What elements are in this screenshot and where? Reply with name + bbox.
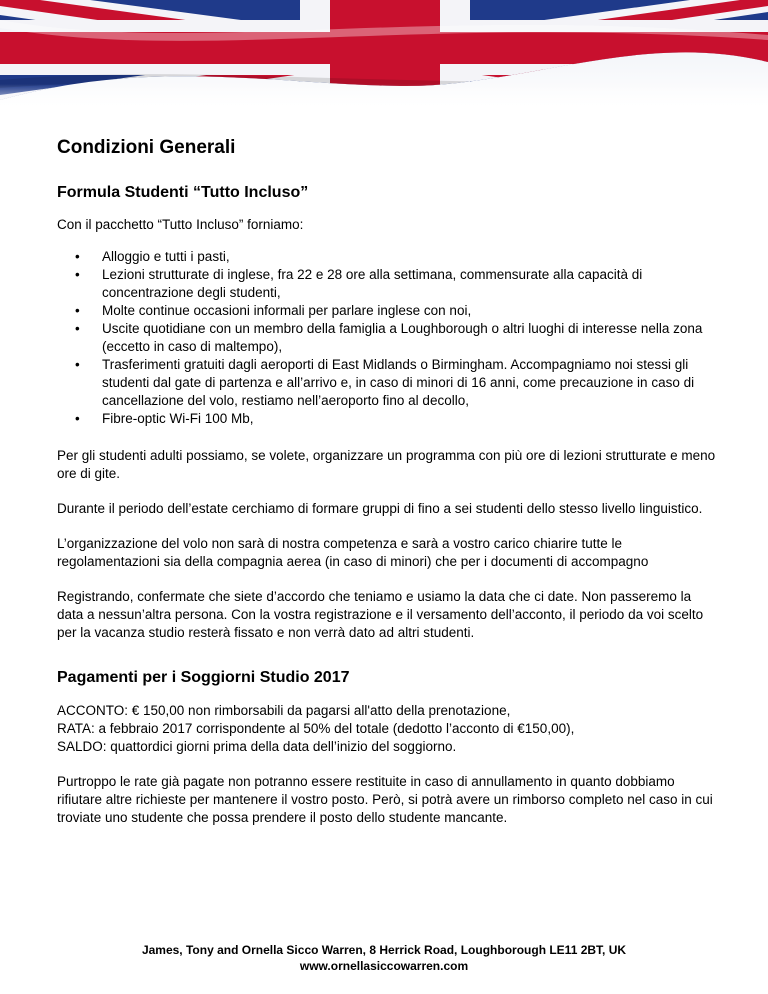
included-list [57, 248, 721, 428]
payment-line-rata: RATA: a febbraio 2017 corrispondente al 50% del totale (dedotto l’acconto di €150,00), [57, 721, 575, 736]
registration-paragraph: Registrando, confermate che siete d’accordo che teniamo e usiamo la data che ci date. Non passeremo la data a nessun’altra persona. Con la vostra registrazione e il versamento dell’acconto, il periodo da voi scelto per la vacanza studio resterà fissato e non verrà dato ad altri studenti. [57, 589, 704, 640]
footer-address: James, Tony and Ornella Sicco Warren, 8 Herrick Road, Loughborough LE11 2BT, UK [141, 943, 627, 957]
union-jack-banner [0, 0, 768, 112]
bullet-icon: • [75, 357, 80, 372]
document-body [57, 128, 721, 827]
bullet-icon: • [75, 267, 80, 282]
payment-line-saldo: SALDO: quattordici giorni prima della data dell’inizio del soggiorno. [57, 739, 457, 754]
adult-students-paragraph: Per gli studenti adulti possiamo, se volete, organizzare un programma con più ore di lezioni strutturate e meno ore di gite. [57, 448, 716, 481]
list-item: • Alloggio e tutti i pasti, [75, 249, 230, 264]
payment-terms [57, 702, 721, 756]
page-footer [0, 942, 768, 974]
bullet-icon: • [75, 411, 80, 426]
bullet-icon: • [75, 321, 80, 336]
list-item: • Trasferimenti gratuiti dagli aeroporti di East Midlands o Birmingham. Accompagniamo noi stessi gli studenti dal gate di partenza e all’arrivo e, in caso di minori di 16 anni, come precauzione in caso di cancellazione del volo, restiamo nell’aeroporto fino al decollo, [75, 357, 695, 408]
list-item: • Uscite quotidiane con un membro della famiglia a Loughborough o altri luoghi di interesse nella zona (eccetto in caso di maltempo), [75, 321, 703, 354]
bullet-icon: • [75, 249, 80, 264]
payment-line-acconto: ACCONTO: € 150,00 non rimborsabili da pagarsi all'atto della prenotazione, [57, 703, 511, 718]
list-item: • Lezioni strutturate di inglese, fra 22 e 28 ore alla settimana, commensurate alla capacità di concentrazione degli studenti, [75, 267, 643, 300]
intro-paragraph: Con il pacchetto “Tutto Incluso” forniamo: [57, 217, 304, 232]
list-item: • Fibre-optic Wi-Fi 100 Mb, [75, 411, 254, 426]
list-item: • Molte continue occasioni informali per parlare inglese con noi, [75, 303, 472, 318]
section-heading-payments: Pagamenti per i Soggiorni Studio 2017 [57, 669, 350, 686]
refund-paragraph: Purtroppo le rate già pagate non potranno essere restituite in caso di annullamento in quanto dobbiamo rifiutare altre richieste per mantenere il vostro posto. Però, si potrà avere un rimborso completo nel caso in cui troviate uno studente che possa prendere il posto dello studente mancante. [57, 774, 713, 825]
summer-groups-paragraph: Durante il periodo dell’estate cerchiamo di formare gruppi di fino a sei studenti dello stesso livello linguistico. [57, 501, 703, 516]
page-title: Condizioni Generali [57, 137, 236, 158]
flag-image [0, 0, 768, 112]
footer-website: www.ornellasiccowarren.com [299, 959, 469, 973]
flight-paragraph: L’organizzazione del volo non sarà di nostra competenza e sarà a vostro carico chiarire tutte le regolamentazioni sia della compagnia aerea (in caso di minori) che per i documenti di accompagno [57, 536, 649, 569]
bullet-icon: • [75, 303, 80, 318]
section-heading-formula: Formula Studenti “Tutto Incluso” [57, 184, 309, 201]
payments-section [57, 668, 721, 827]
